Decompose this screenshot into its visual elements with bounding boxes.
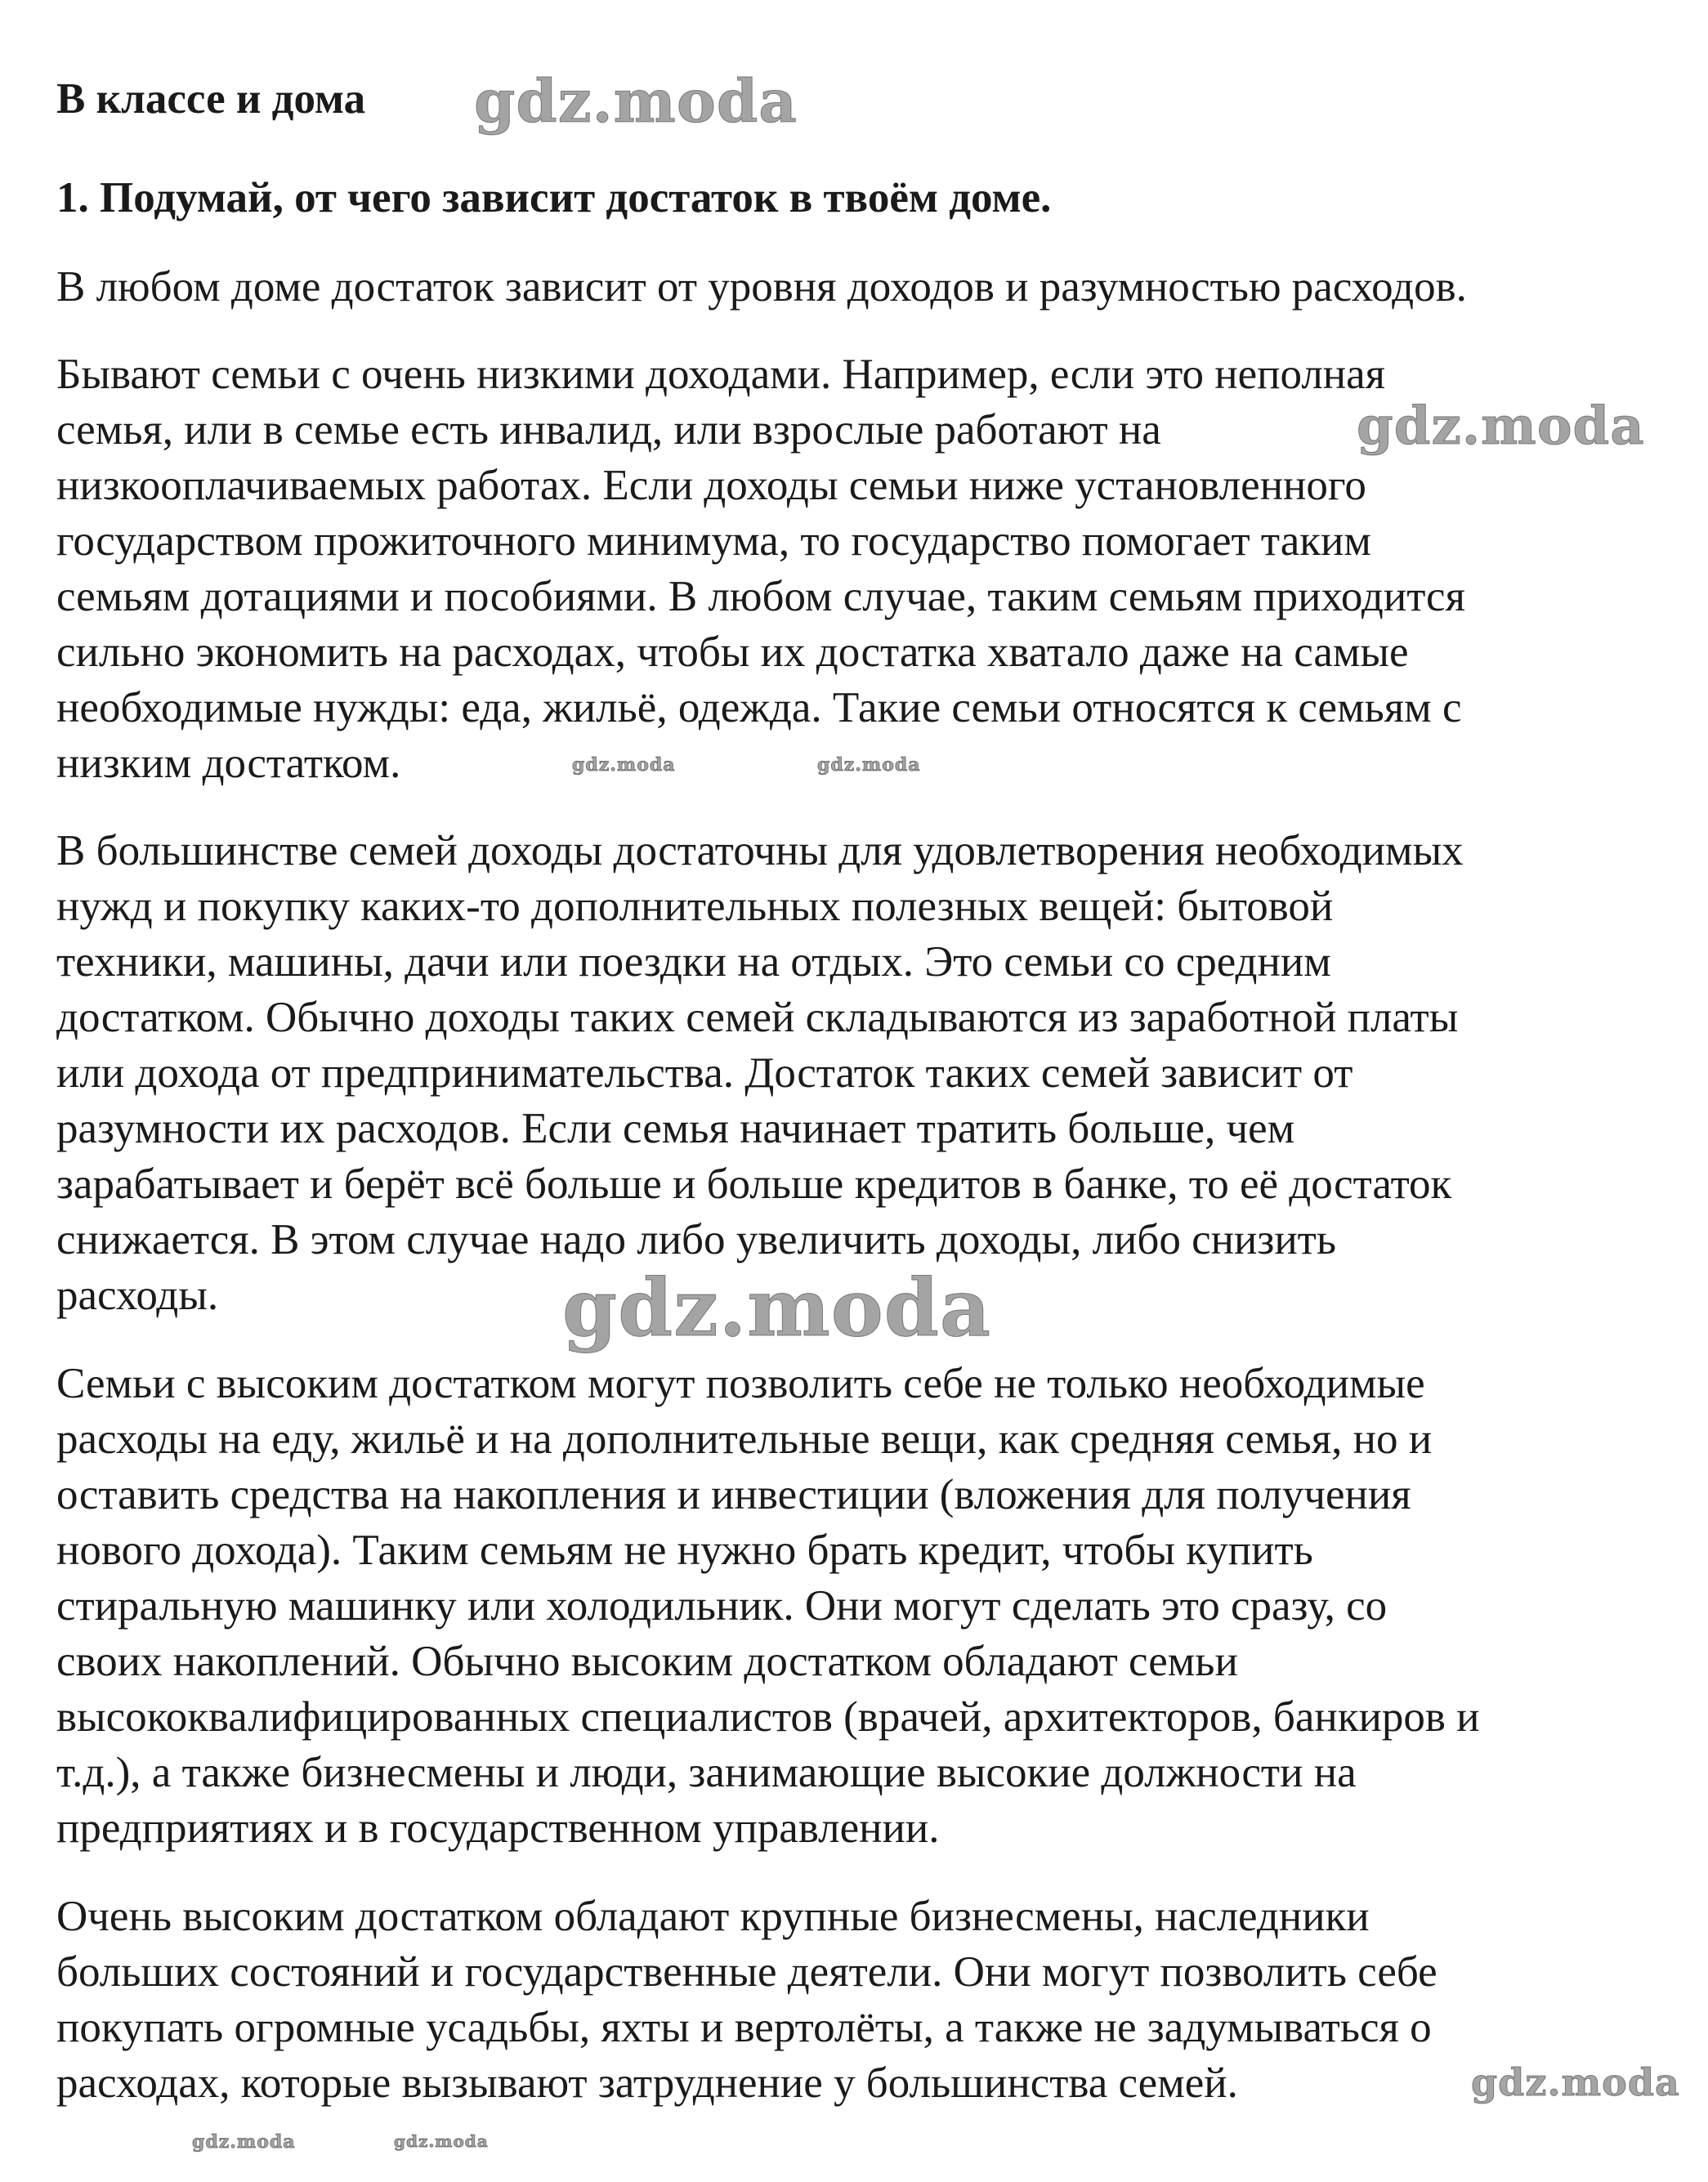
watermark: gdz.moda — [1471, 2060, 1680, 2104]
text-line: снижается. В этом случае надо либо увеличить доходы, либо снизить — [56, 1216, 1337, 1263]
text-line: высококвалифицированных специалистов (врачей, архитекторов, банкиров и — [56, 1693, 1480, 1741]
text-line: В любом доме достаток зависит от уровня доходов и разумностью расходов. — [56, 263, 1467, 311]
text-line: семьям дотациями и пособиями. В любом случае, таким семьям приходится — [56, 573, 1465, 620]
text-line: расходы на еду, жильё и на дополнительные вещи, как средняя семья, но и — [56, 1415, 1433, 1463]
text-line: или дохода от предпринимательства. Достаток таких семей зависит от — [56, 1049, 1353, 1097]
text-line: государством прожиточного минимума, то государство помогает таким — [56, 517, 1371, 565]
watermark: gdz.moda — [572, 754, 676, 776]
answer-paragraph-very-high-income — [56, 1889, 1683, 2111]
section-title: В классе и дома — [56, 75, 366, 123]
text-line: сильно экономить на расходах, чтобы их достатка хватало даже на самые — [56, 628, 1409, 676]
watermark: gdz.moda — [474, 66, 798, 136]
text-line: нужд и покупку каких-то дополнительных полезных вещей: бытовой — [56, 883, 1334, 930]
text-line: семья, или в семье есть инвалид, или взрослые работают на — [56, 406, 1161, 454]
text-line: разумности их расходов. Если семья начинает тратить больше, чем — [56, 1105, 1295, 1152]
watermark: gdz.moda — [394, 2131, 489, 2151]
text-line: низкооплачиваемых работах. Если доходы семьи ниже установленного — [56, 462, 1366, 509]
text-line: оставить средства на накопления и инвестиции (вложения для получения — [56, 1471, 1411, 1518]
watermark: gdz.moda — [817, 754, 921, 776]
text-line: т.д.), а также бизнесмены и люди, занимающие высокие должности на — [56, 1749, 1357, 1796]
text-line: расходы. — [56, 1272, 219, 1319]
text-line: покупать огромные усадьбы, яхты и вертолёты, а также не задумываться о — [56, 2004, 1432, 2051]
text-line: расходах, которые вызывают затруднение у большинства семей. — [56, 2059, 1238, 2107]
text-line: техники, машины, дачи или поездки на отдых. Это семьи со средним — [56, 938, 1331, 986]
text-line: необходимые нужды: еда, жильё, одежда. Такие семьи относятся к семьям с — [56, 684, 1462, 731]
answer-paragraph-high-income — [56, 1356, 1683, 1856]
watermark: gdz.moda — [562, 1262, 992, 1354]
text-line: Бывают семьи с очень низкими доходами. Например, если это неполная — [56, 351, 1386, 398]
text-line: достатком. Обычно доходы таких семей складываются из заработной платы — [56, 994, 1459, 1041]
watermark: gdz.moda — [192, 2131, 296, 2153]
text-line: зарабатывает и берёт всё больше и больше кредитов в банке, то её достаток — [56, 1160, 1452, 1208]
text-line: Очень высоким достатком обладают крупные бизнесмены, наследники — [56, 1893, 1370, 1940]
text-line: низким достатком. — [56, 740, 401, 787]
text-line: В большинстве семей доходы достаточны для удовлетворения необходимых — [56, 827, 1464, 874]
text-line: своих накоплений. Обычно высоким достатком обладают семьи — [56, 1638, 1238, 1685]
text-line: больших состояний и государственные деятели. Они могут позволить себе — [56, 1948, 1437, 1996]
text-line: предприятиях и в государственном управлении. — [56, 1804, 940, 1852]
question-heading: 1. Подумай, от чего зависит достаток в твоём доме. — [56, 174, 1052, 221]
text-line: Семьи с высоким достатком могут позволить себе не только необходимые — [56, 1360, 1425, 1407]
answer-paragraph-intro — [56, 259, 1683, 315]
text-line: нового дохода). Таким семьям не нужно брать кредит, чтобы купить — [56, 1527, 1313, 1574]
answer-paragraph-middle-income — [56, 823, 1683, 1323]
watermark: gdz.moda — [1357, 396, 1645, 457]
text-line: стиральную машинку или холодильник. Они могут сделать это сразу, со — [56, 1582, 1388, 1630]
